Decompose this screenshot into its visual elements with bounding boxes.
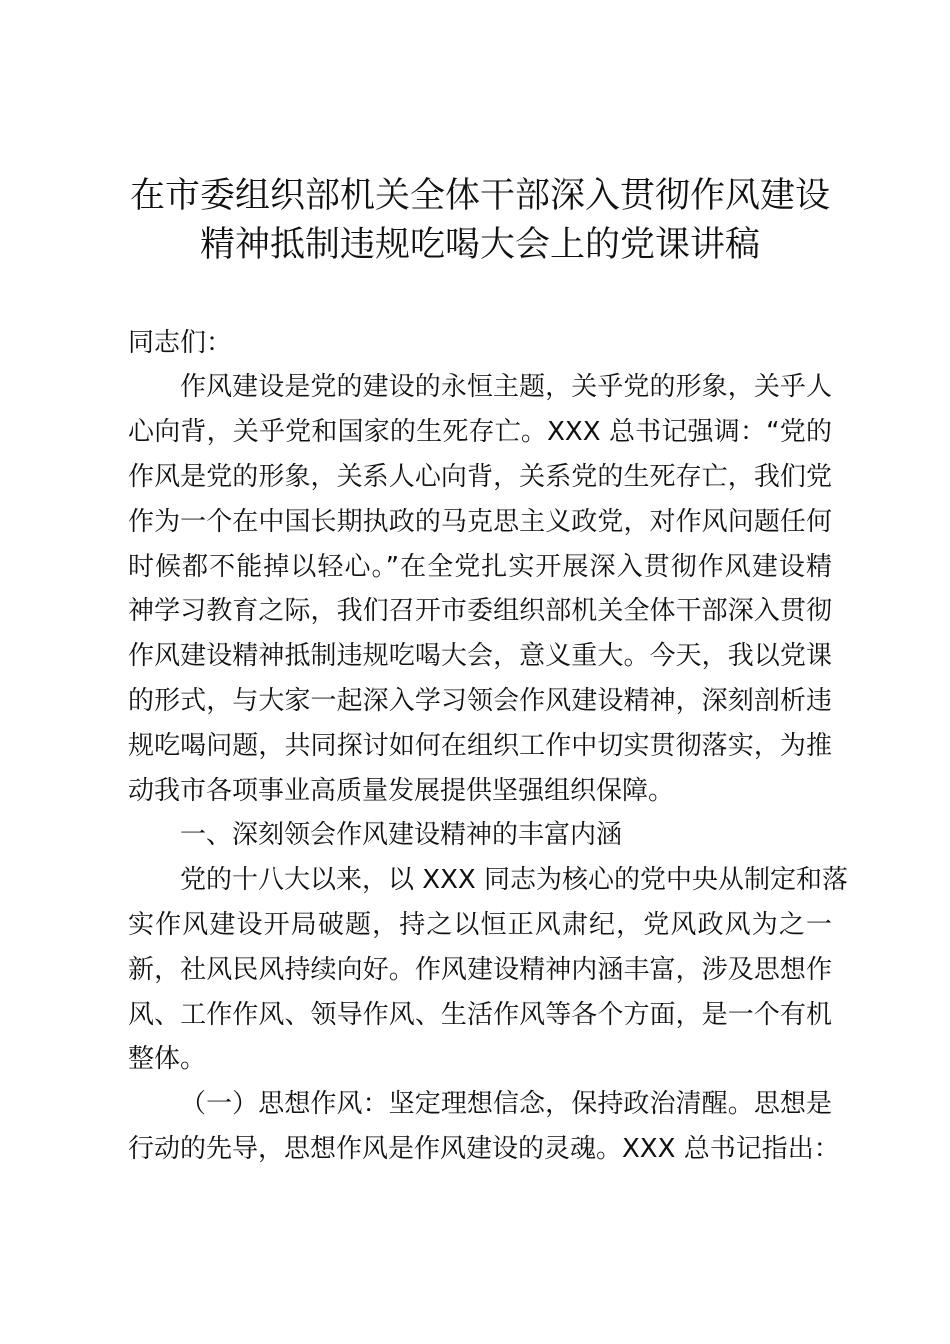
section-heading-1: 一、深刻领会作风建设精神的丰富内涵 <box>180 820 623 850</box>
body-line-5: 时候都不能掉以轻心。”在全党扎实开展深入贯彻作风建设精 <box>128 552 832 582</box>
document-title-line-2: 精神抵制违规吃喝大会上的党课讲稿 <box>199 225 760 265</box>
body-line-6: 神学习教育之际，我们召开市委组织部机关全体干部深入贯彻 <box>128 596 832 626</box>
body-line-3: 作风是党的形象，关系人心向背，关系党的生死存亡，我们党 <box>128 462 832 492</box>
subsection-line-1: （一）思想作风：坚定理想信念，保持政治清醒。思想是 <box>180 1089 832 1119</box>
body-line-13: 实作风建设开局破题，持之以恒正风肃纪，党风政风为之一 <box>128 910 832 940</box>
subsection-line-2: 行动的先导，思想作风是作风建设的灵魂。XXX 总书记指出： <box>128 1134 840 1164</box>
body-line-7: 作风建设精神抵制违规吃喝大会，意义重大。今天，我以党课 <box>128 641 832 671</box>
body-line-16: 整体。 <box>128 1044 207 1074</box>
body-line-9: 规吃喝问题，共同探讨如何在组织工作中切实贯彻落实，为推 <box>128 731 832 761</box>
body-line-12: 党的十八大以来，以 XXX 同志为核心的党中央从制定和落 <box>180 865 848 895</box>
body-line-1: 作风建设是党的建设的永恒主题，关乎党的形象，关乎人 <box>180 372 832 402</box>
body-line-14: 新，社风民风持续向好。作风建设精神内涵丰富，涉及思想作 <box>128 955 832 985</box>
body-line-2: 心向背，关乎党和国家的生死存亡。XXX 总书记强调：“党的 <box>128 417 832 447</box>
greeting: 同志们： <box>128 328 233 358</box>
body-line-4: 作为一个在中国长期执政的马克思主义政党，对作风问题任何 <box>128 507 832 537</box>
body-line-8: 的形式，与大家一起深入学习领会作风建设精神，深刻剖析违 <box>128 686 832 716</box>
body-line-10: 动我市各项事业高质量发展提供坚强组织保障。 <box>128 776 675 806</box>
document-title-line-1: 在市委组织部机关全体干部深入贯彻作风建设 <box>129 176 830 216</box>
body-line-15: 风、工作作风、领导作风、生活作风等各个方面，是一个有机 <box>128 1000 832 1030</box>
